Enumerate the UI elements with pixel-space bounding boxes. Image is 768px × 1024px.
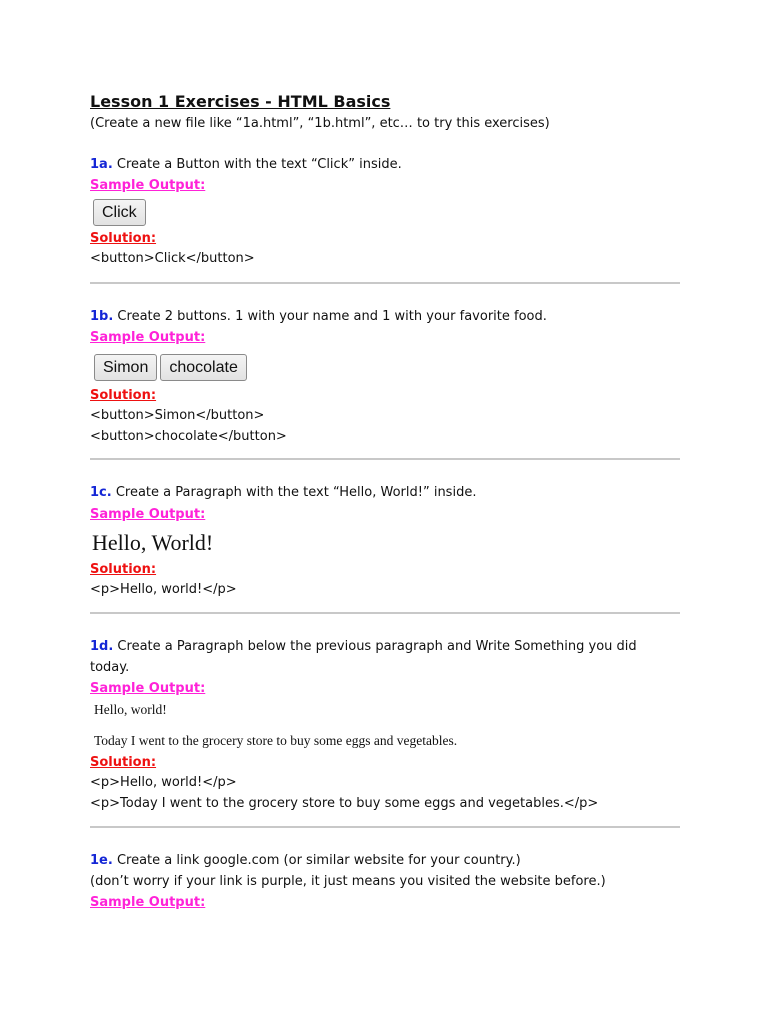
sample-output-label: Sample Output:	[90, 330, 206, 345]
output-paragraph-1: Hello, world!	[94, 702, 167, 717]
exercise-1e-note: (don’t worry if your link is purple, it just means you visited the website before.)	[90, 873, 606, 889]
click-demo-button[interactable]: Click	[93, 199, 146, 226]
exercise-number: 1c.	[90, 485, 112, 500]
exercise-1c-prompt	[90, 483, 680, 504]
solution-code: <button>Click</button>	[90, 251, 255, 266]
exercise-text: Create a Button with the text “Click” inside.	[112, 156, 402, 172]
solution-label: Solution:	[90, 388, 157, 403]
intro-text: (Create a new file like “1a.html”, “1b.html”, etc… to try this exercises)	[90, 116, 550, 131]
exercise-number: 1b.	[90, 308, 114, 324]
exercise-text: Create a Paragraph below the previous paragraph and Write Something you did today.	[90, 639, 637, 675]
solution-label: Solution:	[90, 561, 157, 577]
exercise-text: Create a link google.com (or similar website for your country.)	[112, 853, 521, 868]
exercise-number: 1e.	[90, 853, 113, 868]
output-paragraph-2: Today I went to the grocery store to buy some eggs and vegetables.	[94, 733, 458, 748]
solution-code: <p>Hello, world!</p>	[90, 775, 237, 790]
exercise-1a-prompt	[90, 155, 680, 176]
exercise-1d-prompt	[90, 637, 680, 678]
exercise-number: 1d.	[90, 639, 114, 654]
solution-code: <p>Today I went to the grocery store to buy some eggs and vegetables.</p>	[90, 795, 599, 811]
solution-label: Solution:	[90, 755, 157, 770]
exercise-1e-prompt	[90, 851, 680, 872]
name-demo-button[interactable]: Simon	[94, 354, 157, 381]
exercise-text: Create a Paragraph with the text “Hello, World!” inside.	[111, 485, 477, 500]
sample-output-label: Sample Output:	[90, 506, 206, 522]
hello-world-output: Hello, World!	[92, 529, 214, 555]
food-demo-button[interactable]: chocolate	[160, 354, 247, 381]
sample-output-label: Sample Output:	[90, 178, 206, 193]
solution-code: <button>Simon</button>	[90, 408, 265, 423]
exercise-1b-prompt	[90, 307, 680, 328]
document-page	[90, 90, 680, 913]
sample-output-label: Sample Output:	[90, 681, 206, 696]
sample-output-label: Sample Output:	[90, 895, 206, 910]
exercise-text: Create 2 buttons. 1 with your name and 1 with your favorite food.	[113, 308, 547, 324]
solution-code: <p>Hello, world!</p>	[90, 581, 237, 597]
solution-label: Solution:	[90, 231, 157, 246]
solution-code: <button>chocolate</button>	[90, 428, 287, 444]
exercise-number: 1a.	[90, 156, 113, 172]
page-title: Lesson 1 Exercises - HTML Basics	[90, 92, 391, 111]
